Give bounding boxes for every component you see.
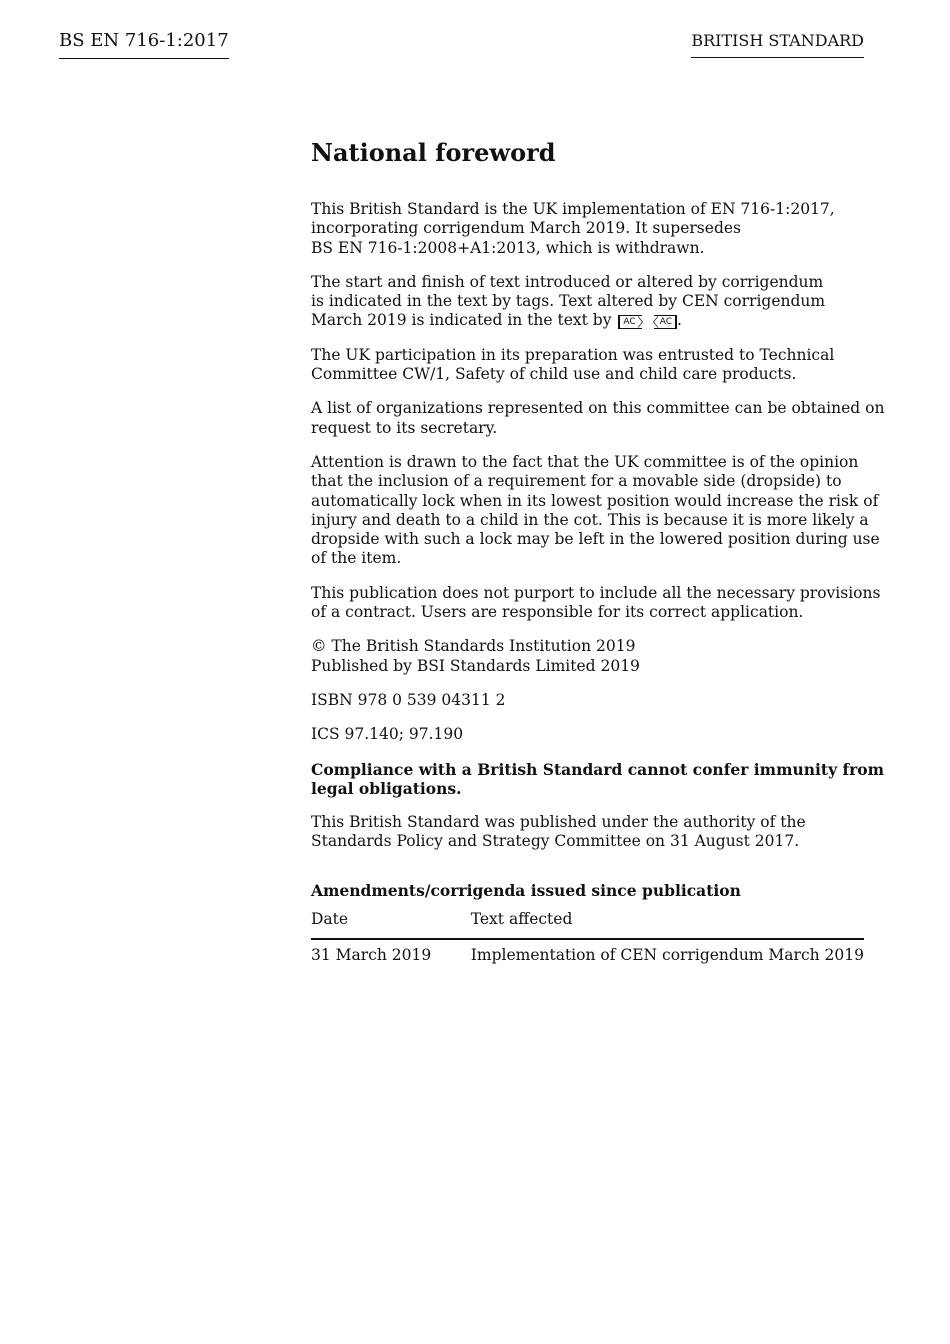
paragraph-implementation (311, 200, 864, 258)
amendments-table (311, 909, 864, 965)
text-line: request to its secretary. (311, 418, 498, 437)
paragraph-corrigendum-tags (311, 273, 864, 331)
paragraph-provisions (311, 583, 881, 623)
text-line: The UK participation in its preparation was entrusted to Technical (311, 345, 835, 364)
text-line: A list of organizations represented on this committee can be obtained on (311, 399, 885, 418)
header-standard-label: BRITISH STANDARD (691, 30, 864, 58)
text-line: Attention is drawn to the fact that the UK committee is of the opinion (311, 452, 859, 471)
amendment-text-affected: Implementation of CEN corrigendum March 2019 (470, 946, 864, 965)
text-line: Compliance with a British Standard cannot confer immunity from (311, 759, 885, 779)
text-line: ICS 97.140; 97.190 (311, 725, 464, 744)
text-line: of a contract. Users are responsible for its correct application. (311, 603, 804, 622)
paragraph-compliance-notice (311, 759, 885, 799)
table-header-row (311, 909, 864, 939)
text-line: that the inclusion of a requirement for a movable side (dropside) to (311, 472, 842, 491)
page-title: National foreword (311, 138, 556, 167)
text-line: legal obligations. (311, 778, 462, 798)
text-line: is indicated in the text by tags. Text altered by CEN corrigendum (311, 292, 826, 311)
text-line: automatically lock when in its lowest position would increase the risk of (311, 491, 879, 510)
paragraph-committee (311, 346, 864, 385)
text-line: This British Standard was published under the authority of the (311, 813, 806, 832)
header-document-code: BS EN 716-1:2017 (59, 29, 229, 59)
amendment-date: 31 March 2019 (311, 946, 432, 965)
text-line: injury and death to a child in the cot. This is because it is more likely a (311, 510, 869, 529)
text-line: BS EN 716-1:2008+A1:2013, which is withdrawn. (311, 238, 705, 257)
text-line: © The British Standards Institution 2019 (311, 637, 636, 656)
paragraph-ics (311, 725, 864, 744)
paragraph-organizations (311, 399, 885, 438)
sentence-end: . (677, 311, 682, 330)
text-line: ISBN 978 0 539 04311 2 (311, 690, 506, 709)
text-line: incorporating corrigendum March 2019. It supersedes (311, 219, 741, 238)
text-line: This publication does not purport to include all the necessary provisions (311, 583, 881, 602)
ac-open-tag-icon: AC (618, 315, 641, 329)
paragraph-authority (311, 813, 864, 852)
text-line: Standards Policy and Strategy Committee on 31 August 2017. (311, 832, 800, 851)
column-header-text-affected: Text affected (471, 909, 864, 939)
text-line: March 2019 is indicated in the text by (311, 311, 612, 330)
paragraph-isbn (311, 691, 864, 710)
text-line: dropside with such a lock may be left in the lowered position during use (311, 530, 880, 549)
amendments-heading: Amendments/corrigenda issued since publication (311, 880, 741, 900)
main-content (311, 137, 885, 965)
column-header-date: Date (311, 909, 471, 939)
text-line: The start and finish of text introduced or altered by corrigendum (311, 272, 824, 291)
paragraph-copyright (311, 637, 864, 676)
text-line: of the item. (311, 549, 402, 568)
table-row (311, 939, 864, 965)
text-line-with-tags (311, 311, 864, 330)
text-line: This British Standard is the UK implementation of EN 716-1:2017, (311, 200, 835, 218)
paragraph-dropside-attention (311, 452, 880, 569)
ac-close-tag-icon: AC (654, 315, 677, 329)
text-line: Published by BSI Standards Limited 2019 (311, 656, 640, 675)
text-line: Committee CW/1, Safety of child use and child care products. (311, 365, 797, 384)
